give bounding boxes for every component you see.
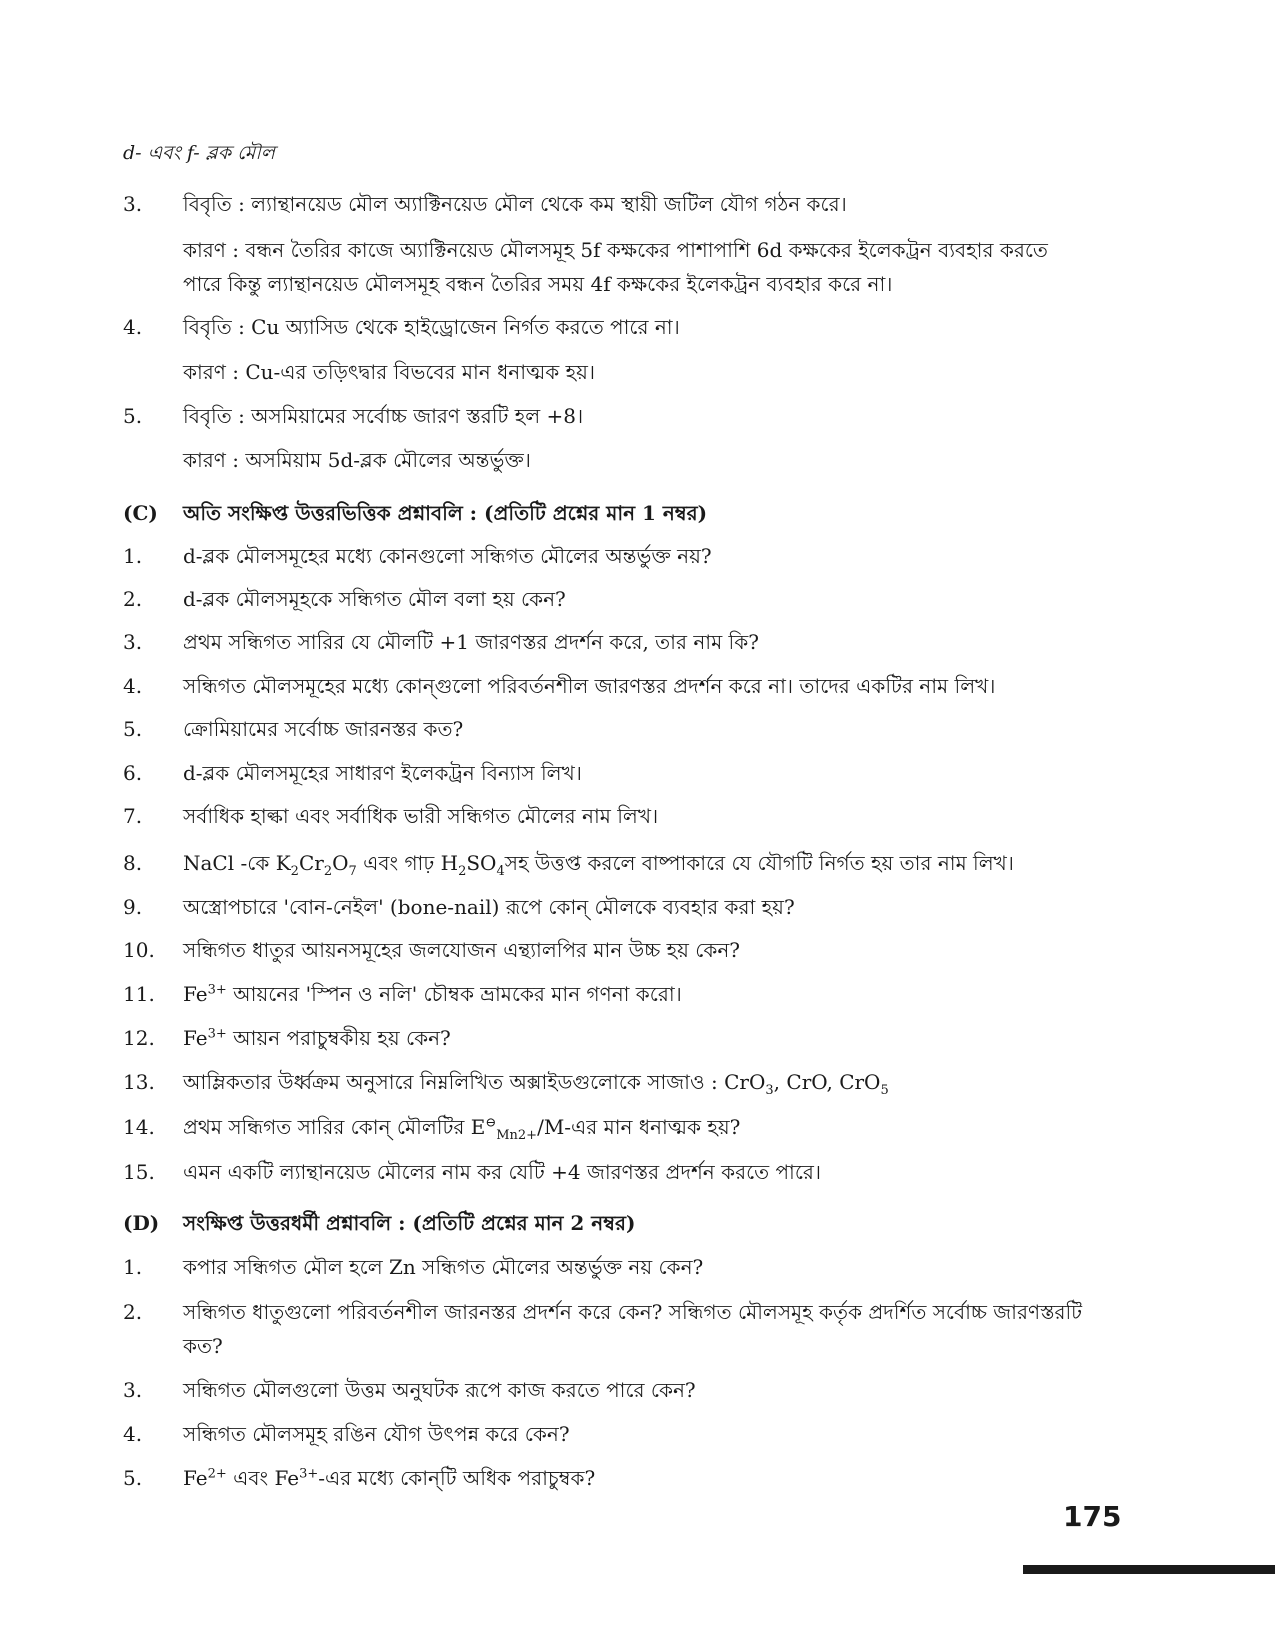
question-text: d-ব্লক মৌলসমূহের সাধারণ ইলেকট্রন বিন্যাস লিখ। <box>183 761 582 785</box>
question-text: NaCl -কে $K_2Cr_2O_7$ এবং গাঢ় $H_2SO_4সহ$ উত্তপ্ত করলে বাষ্পাকারে যে যৌগটি নির্গত হয় তার নাম লিখ। <box>183 851 1014 879</box>
question-text: $Fe^{2+}$ এবং $Fe^{3+}-এর$ মধ্যে কোন্‌টি অধিক পরাচুম্বক? <box>183 1466 596 1490</box>
item-number: 3. <box>123 192 143 216</box>
section-label: (C) <box>123 501 158 525</box>
item-number: 11. <box>123 982 155 1006</box>
item-number: 4. <box>123 315 143 339</box>
question-text: কপার সন্ধিগত মৌল হলে Zn সন্ধিগত মৌলের অন্তর্ভুক্ত নয় কেন? <box>183 1255 704 1279</box>
item-number: 9. <box>123 895 143 919</box>
item-number: 7. <box>123 804 143 828</box>
item-number: 13. <box>123 1070 155 1094</box>
question-text: সর্বাধিক হাল্কা এবং সর্বাধিক ভারী সন্ধিগত মৌলের নাম লিখ। <box>183 804 659 828</box>
item-number: 14. <box>123 1115 155 1139</box>
statement-text: বিবৃতি : Cu অ্যাসিড থেকে হাইড্রোজেন নির্গত করতে পারে না। <box>183 315 680 339</box>
item-number: 4. <box>123 1422 143 1446</box>
item-number: 15. <box>123 1160 155 1184</box>
reason-5: কারণ : অসমিয়াম 5d-ব্লক মৌলের অন্তর্ভুক্ত। <box>183 448 531 472</box>
question-text: এমন একটি ল্যান্থানয়েড মৌলের নাম কর যেটি +4 জারণস্তর প্রদর্শন করতে পারে। <box>183 1160 822 1184</box>
item-number: 12. <box>123 1026 155 1050</box>
question-text: সন্ধিগত ধাতুর আয়নসমূহের জলযোজন এন্থ্যালপির মান উচ্চ হয় কেন? <box>183 938 741 962</box>
question-text: d-ব্লক মৌলসমূহের মধ্যে কোনগুলো সন্ধিগত মৌলের অন্তর্ভুক্ত নয়? <box>183 544 712 568</box>
item-number: 3. <box>123 630 143 654</box>
section-title: সংক্ষিপ্ত উত্তরধর্মী প্রশ্নাবলি : (প্রতিটি প্রশ্নের মান 2 নম্বর) <box>183 1211 636 1235</box>
item-number: 10. <box>123 938 155 962</box>
section-title: অতি সংক্ষিপ্ত উত্তরভিত্তিক প্রশ্নাবলি : (প্রতিটি প্রশ্নের মান 1 নম্বর) <box>183 501 708 525</box>
question-text: অস্ত্রোপচারে 'বোন-নেইল' (bone-nail) রূপে কোন্ মৌলকে ব্যবহার করা হয়? <box>183 895 795 919</box>
item-number: 6. <box>123 761 143 785</box>
item-number: 1. <box>123 544 143 568</box>
section-label: (D) <box>123 1211 160 1235</box>
item-number: 5. <box>123 404 143 428</box>
question-d-2-continuation: কত? <box>183 1334 223 1358</box>
item-number: 4. <box>123 674 143 698</box>
reason-3-line2: পারে কিন্তু ল্যান্থানয়েড মৌলসমূহ বন্ধন তৈরির সময় 4f কক্ষকের ইলেকট্রন ব্যবহার করে না। <box>183 272 893 296</box>
question-text: সন্ধিগত মৌলসমূহ রঙিন যৌগ উৎপন্ন করে কেন? <box>183 1422 570 1446</box>
item-number: 2. <box>123 1300 143 1324</box>
question-text: প্রথম সন্ধিগত সারির কোন্ মৌলটির $E^⊖_{Mn2+}/M-এর$ মান ধনাত্মক হয়? <box>183 1115 741 1143</box>
item-number: 3. <box>123 1378 143 1402</box>
question-text: সন্ধিগত ধাতুগুলো পরিবর্তনশীল জারনস্তর প্রদর্শন করে কেন? সন্ধিগত মৌলসমূহ কর্তৃক প্রদর্শিত সর্বোচ্চ জারণস্তরটি <box>183 1300 1083 1324</box>
question-text: d-ব্লক মৌলসমূহকে সন্ধিগত মৌল বলা হয় কেন? <box>183 587 566 611</box>
question-text: সন্ধিগত মৌলসমূহের মধ্যে কোন্‌গুলো পরিবর্তনশীল জারণস্তর প্রদর্শন করে না। তাদের একটির নাম লিখ। <box>183 674 996 698</box>
statement-text: বিবৃতি : ল্যান্থানয়েড মৌল অ্যাক্টিনয়েড মৌল থেকে কম স্থায়ী জটিল যৌগ গঠন করে। <box>183 192 847 216</box>
question-text: $Fe^{3+}$ আয়নের 'স্পিন ও নলি' চৌম্বক ভ্রামকের মান গণনা করো। <box>183 982 682 1006</box>
item-number: 8. <box>123 851 143 875</box>
question-text: $Fe^{3+}$ আয়ন পরাচুম্বকীয় হয় কেন? <box>183 1026 451 1050</box>
item-number: 5. <box>123 717 143 741</box>
running-head: d- এবং f- ব্লক মৌল <box>123 142 275 164</box>
item-number: 5. <box>123 1466 143 1490</box>
reason-3-line1: কারণ : বন্ধন তৈরির কাজে অ্যাক্টিনয়েড মৌলসমূহ 5f কক্ষকের পাশাপাশি 6d কক্ষকের ইলেকট্রন ব্যবহার করতে <box>183 238 1048 262</box>
item-number: 1. <box>123 1255 143 1279</box>
question-text: আম্লিকতার উর্ধ্বক্রম অনুসারে নিম্নলিখিত অক্সাইডগুলোকে সাজাও : CrO$_3$, CrO, CrO$_5$ <box>183 1070 889 1098</box>
page-number: 175 <box>1063 1500 1122 1533</box>
question-text: সন্ধিগত মৌলগুলো উত্তম অনুঘটক রূপে কাজ করতে পারে কেন? <box>183 1378 696 1402</box>
footer-rule <box>1023 1565 1275 1574</box>
statement-text: বিবৃতি : অসমিয়ামের সর্বোচ্চ জারণ স্তরটি হল +8। <box>183 404 584 428</box>
reason-4: কারণ : Cu-এর তড়িৎদ্বার বিভবের মান ধনাত্মক হয়। <box>183 360 596 384</box>
question-text: প্রথম সন্ধিগত সারির যে মৌলটি +1 জারণস্তর প্রদর্শন করে, তার নাম কি? <box>183 630 759 654</box>
question-text: ক্রোমিয়ামের সর্বোচ্চ জারনস্তর কত? <box>183 717 464 741</box>
item-number: 2. <box>123 587 143 611</box>
